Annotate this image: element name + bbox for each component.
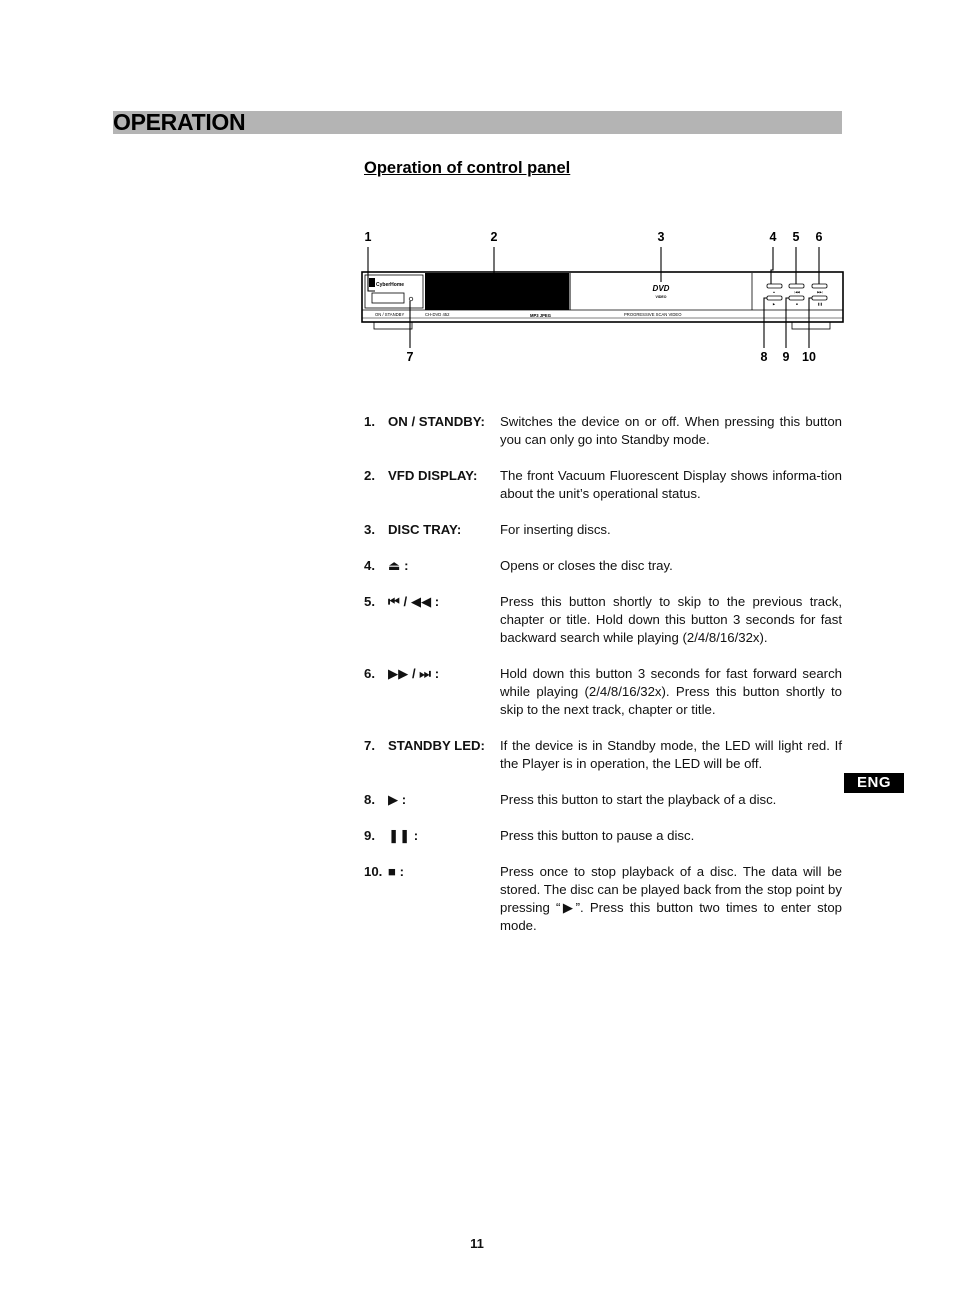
callout-10: 10 [802, 350, 816, 364]
ffwd-next-button [812, 284, 827, 288]
svg-text:■: ■ [796, 302, 798, 306]
callout-8: 8 [760, 350, 768, 364]
control-panel-diagram [356, 222, 852, 372]
svg-text:❚❚: ❚❚ [817, 302, 823, 306]
stop-icon: ■ : [388, 864, 405, 879]
model-label: CH-DVD 452 [425, 312, 450, 317]
svg-text:|◀◀: |◀◀ [794, 290, 800, 294]
eject-button [767, 284, 782, 288]
page-title: OPERATION [113, 109, 246, 135]
callout-4: 4 [769, 230, 777, 244]
eject-icon: ⏏ : [388, 558, 409, 573]
page-number: 11 [470, 1236, 484, 1251]
svg-text:▲: ▲ [772, 290, 776, 294]
standby-label: ON / STANDBY [375, 312, 405, 317]
callout-5: 5 [792, 230, 800, 244]
brand-logo: CyberHome [376, 282, 405, 288]
callout-1: 1 [364, 230, 372, 244]
play-button [767, 296, 782, 300]
callout-2: 2 [490, 230, 498, 244]
callout-9: 9 [782, 350, 790, 364]
dvd-logo: DVD [652, 284, 670, 293]
language-badge: ENG [844, 773, 904, 793]
callout-3: 3 [657, 230, 665, 244]
callout-7: 7 [406, 350, 414, 364]
svg-text:▶▶|: ▶▶| [817, 290, 823, 294]
prev-rewind-button [789, 284, 804, 288]
prev-rewind-icon: ⏮ / ◀◀ : [388, 594, 440, 609]
ffwd-next-icon: ▶▶ / ⏭ : [388, 666, 440, 681]
vfd-display [425, 273, 569, 310]
section-subtitle: Operation of control panel [364, 159, 571, 177]
play-icon: ▶ : [388, 792, 407, 807]
svg-text:▶: ▶ [772, 302, 776, 306]
svg-text:VIDEO: VIDEO [655, 295, 667, 299]
stop-button [812, 296, 827, 300]
pause-button [789, 296, 804, 300]
format-label: MP3 JPEG [530, 313, 551, 318]
pause-icon: ❚❚ : [388, 828, 419, 843]
tagline-label: PROGRESSIVE SCAN VIDEO [624, 312, 682, 317]
callout-6: 6 [815, 230, 823, 244]
